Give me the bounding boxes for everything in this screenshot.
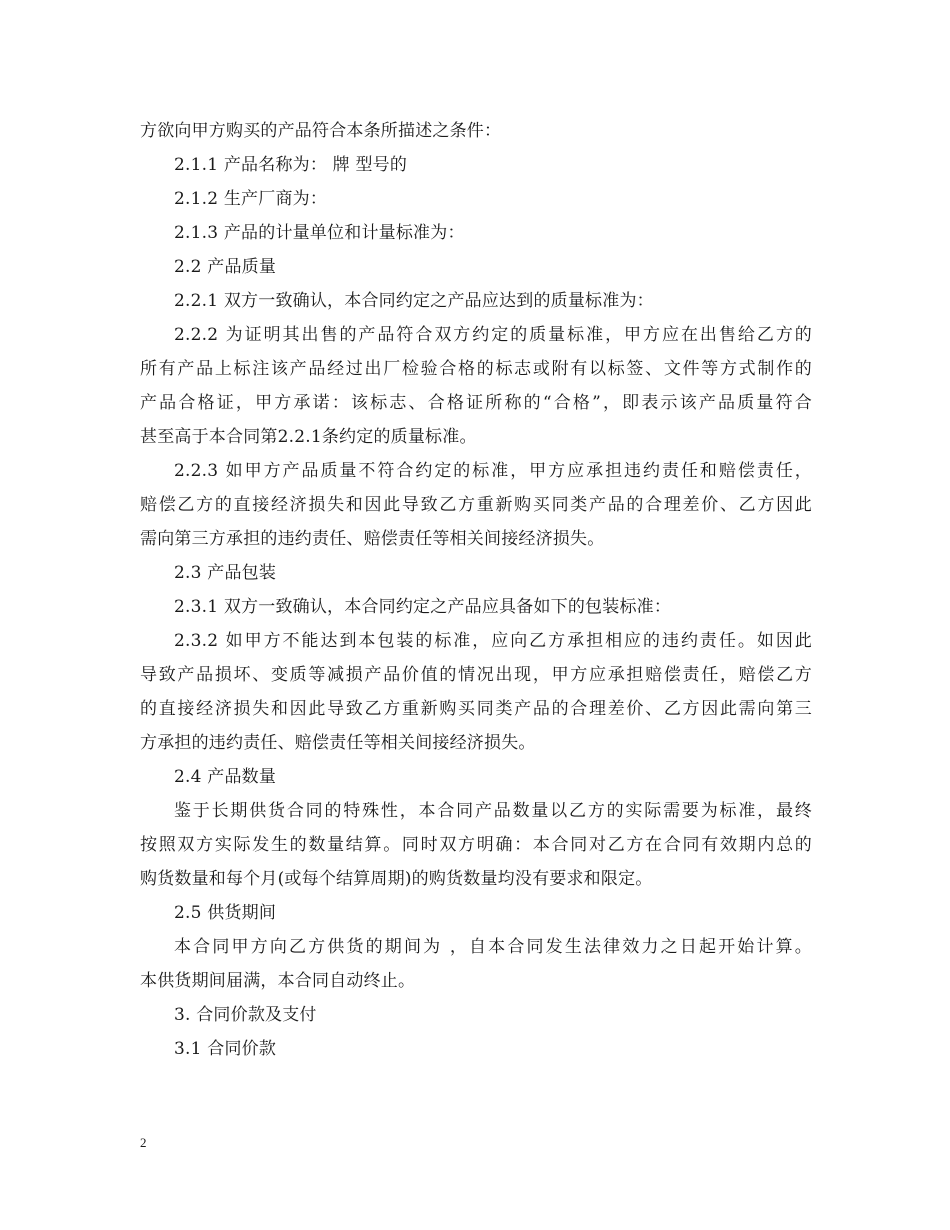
- line-2: 2.1.1 产品名称为： 牌 型号的: [174, 155, 408, 175]
- line-12: 赔偿乙方的直接经济损失和因此导致乙方重新购买同类产品的合理差价、乙方因此: [140, 495, 812, 515]
- line-17: 导致产品损坏、变质等减损产品价值的情况出现，甲方应承担赔偿责任，赔偿乙方: [140, 665, 812, 685]
- line-21: 鉴于长期供货合同的特殊性，本合同产品数量以乙方的实际需要为标准，最终: [174, 801, 812, 821]
- line-16: 2.3.2 如甲方不能达到本包装的标准，应向乙方承担相应的违约责任。如因此: [174, 631, 812, 651]
- line-19: 方承担的违约责任、赔偿责任等相关间接经济损失。: [140, 733, 536, 753]
- section-heading-2-5: 2.5 供货期间: [174, 903, 277, 923]
- line-18: 的直接经济损失和因此导致乙方重新购买同类产品的合理差价、乙方因此需向第三: [140, 699, 812, 719]
- section-heading-2-3: 2.3 产品包装: [174, 563, 277, 583]
- document-page: [140, 114, 812, 1066]
- line-26: 本供货期间届满，本合同自动终止。: [140, 971, 416, 991]
- line-22: 按照双方实际发生的数量结算。同时双方明确：本合同对乙方在合同有效期内总的: [140, 835, 812, 855]
- line-15: 2.3.1 双方一致确认，本合同约定之产品应具备如下的包装标准：: [174, 597, 672, 617]
- section-heading-3: 3. 合同价款及支付: [174, 1005, 317, 1025]
- line-11: 2.2.3 如甲方产品质量不符合约定的标准，甲方应承担违约责任和赔偿责任，: [174, 461, 812, 481]
- section-heading-3-1: 3.1 合同价款: [174, 1039, 277, 1059]
- line-9: 产品合格证，甲方承诺：该标志、合格证所称的“合格”，即表示该产品质量符合: [140, 393, 812, 413]
- line-6: 2.2.1 双方一致确认，本合同约定之产品应达到的质量标准为：: [174, 291, 654, 311]
- line-4: 2.1.3 产品的计量单位和计量标准为：: [174, 223, 465, 243]
- line-25: 本合同甲方向乙方供货的期间为 ，自本合同发生法律效力之日起开始计算。: [174, 937, 812, 957]
- line-3: 2.1.2 生产厂商为：: [174, 189, 328, 209]
- section-heading-2-2: 2.2 产品质量: [174, 257, 277, 277]
- line-13: 需向第三方承担的违约责任、赔偿责任等相关间接经济损失。: [140, 529, 605, 549]
- section-heading-2-4: 2.4 产品数量: [174, 767, 277, 787]
- page-number: 2: [140, 1135, 147, 1150]
- line-23: 购货数量和每个月(或每个结算周期)的购货数量均没有要求和限定。: [140, 869, 653, 889]
- line-8: 所有产品上标注该产品经过出厂检验合格的标志或附有以标签、文件等方式制作的: [140, 359, 812, 379]
- line-10: 甚至高于本合同第2.2.1条约定的质量标准。: [140, 427, 477, 447]
- line-1: 方欲向甲方购买的产品符合本条所描述之条件：: [140, 121, 502, 141]
- line-7: 2.2.2 为证明其出售的产品符合双方约定的质量标准，甲方应在出售给乙方的: [174, 325, 812, 345]
